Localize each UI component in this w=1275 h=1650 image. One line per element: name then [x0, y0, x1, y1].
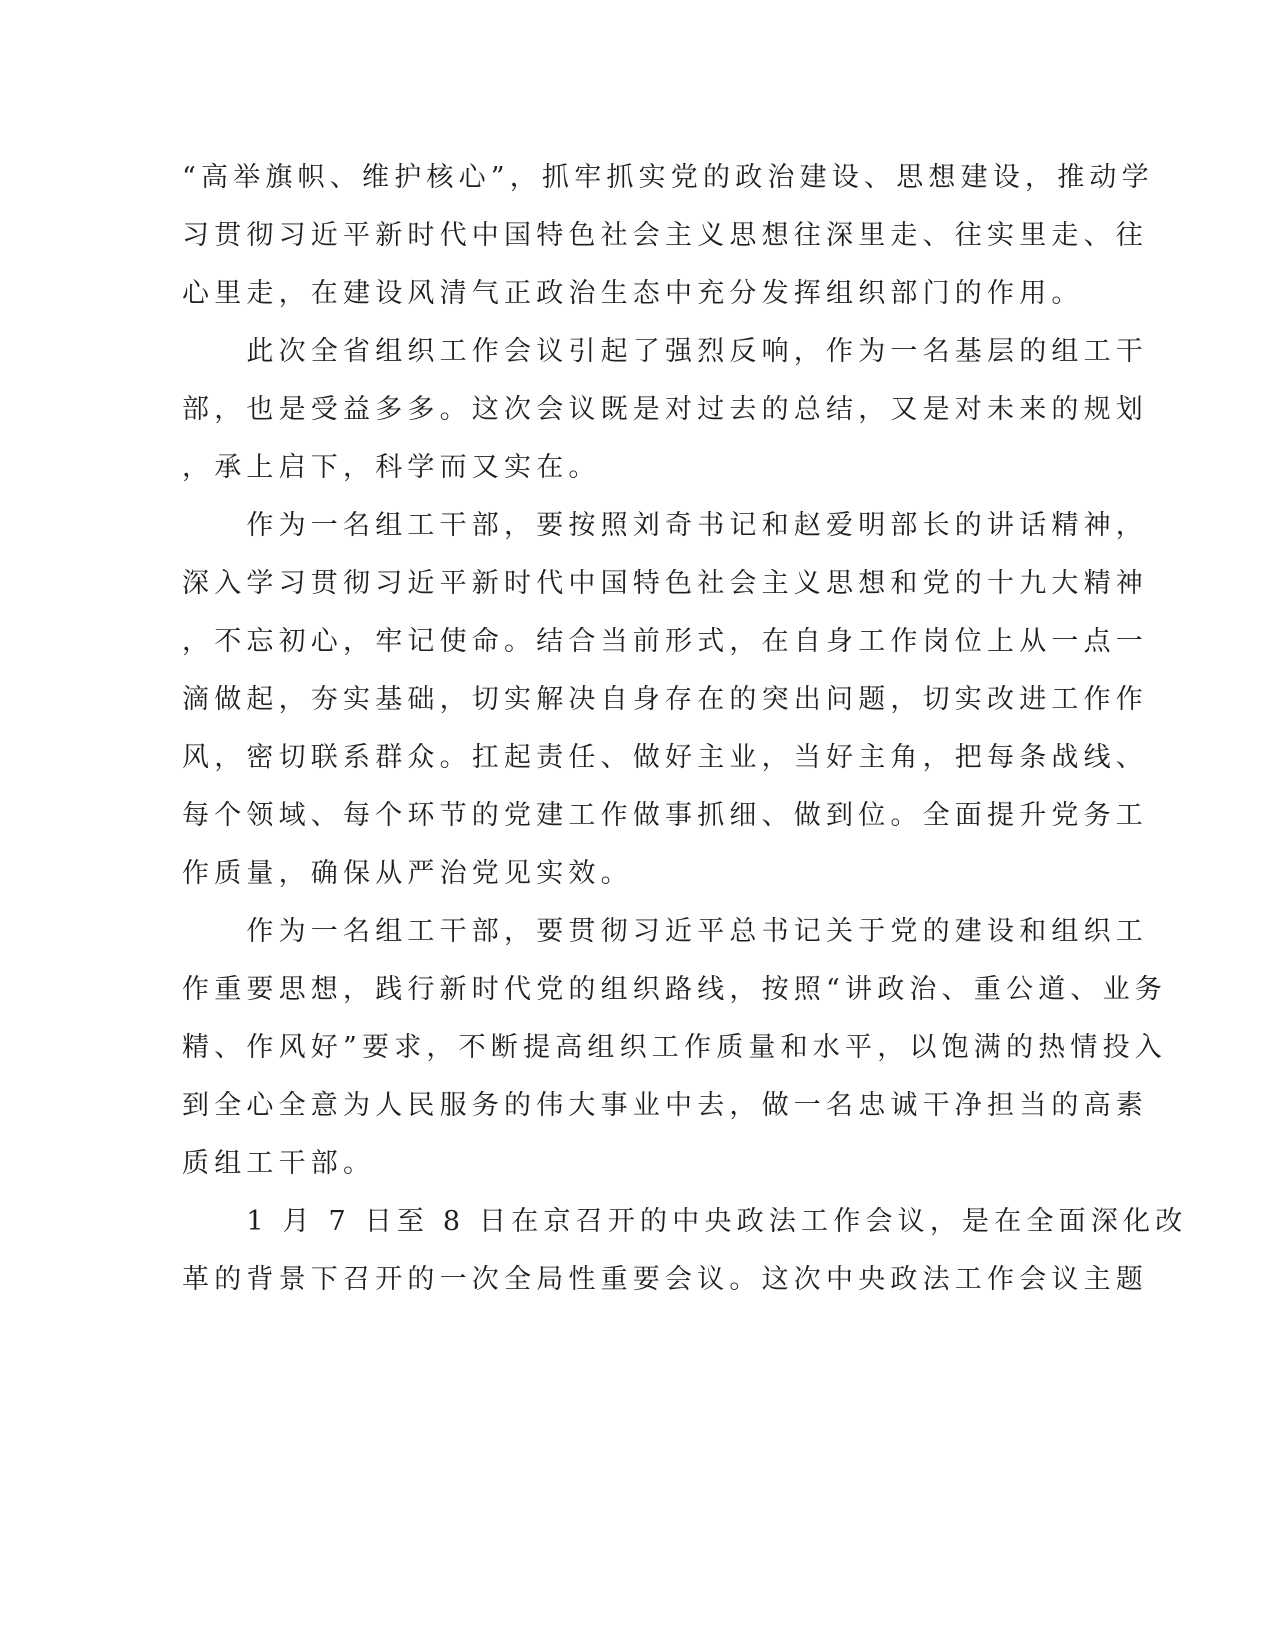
- text-line: 每个领域、每个环节的党建工作做事抓细、做到位。全面提升党务工: [182, 800, 1148, 831]
- text-line: 作为一名组工干部，要贯彻习近平总书记关于党的建设和组织工: [182, 916, 1148, 947]
- text-line: 此次全省组织工作会议引起了强烈反响，作为一名基层的组工干: [182, 336, 1148, 367]
- text-line: 作重要思想，践行新时代党的组织路线，按照“讲政治、重公道、业务: [182, 974, 1168, 1005]
- text-line: 习贯彻习近平新时代中国特色社会主义思想往深里走、往实里走、往: [182, 220, 1148, 251]
- text-line: 部，也是受益多多。这次会议既是对过去的总结，又是对未来的规划: [182, 394, 1148, 425]
- text-line: 作为一名组工干部，要按照刘奇书记和赵爱明部长的讲话精神，: [182, 510, 1148, 541]
- text-line: “高举旗帜、维护核心”，抓牢抓实党的政治建设、思想建设，推动学: [182, 162, 1154, 193]
- text-line: 1 月 7 日至 8 日在京召开的中央政法工作会议，是在全面深化改: [182, 1206, 1188, 1237]
- text-line: 质组工干部。: [182, 1148, 376, 1179]
- text-line: ，不忘初心，牢记使命。结合当前形式，在自身工作岗位上从一点一: [182, 626, 1148, 657]
- text-line: 作质量，确保从严治党见实效。: [182, 858, 633, 889]
- text-line: ，承上启下，科学而又实在。: [182, 452, 601, 483]
- text-line: 心里走，在建设风清气正政治生态中充分发挥组织部门的作用。: [182, 278, 1084, 309]
- text-line: 精、作风好”要求，不断提高组织工作质量和水平，以饱满的热情投入: [182, 1032, 1168, 1063]
- text-line: 到全心全意为人民服务的伟大事业中去，做一名忠诚干净担当的高素: [182, 1090, 1148, 1121]
- text-line: 革的背景下召开的一次全局性重要会议。这次中央政法工作会议主题: [182, 1264, 1148, 1295]
- text-line: 深入学习贯彻习近平新时代中国特色社会主义思想和党的十九大精神: [182, 568, 1148, 599]
- text-line: 滴做起，夯实基础，切实解决自身存在的突出问题，切实改进工作作: [182, 684, 1148, 715]
- text-line: 风，密切联系群众。扛起责任、做好主业，当好主角，把每条战线、: [182, 742, 1148, 773]
